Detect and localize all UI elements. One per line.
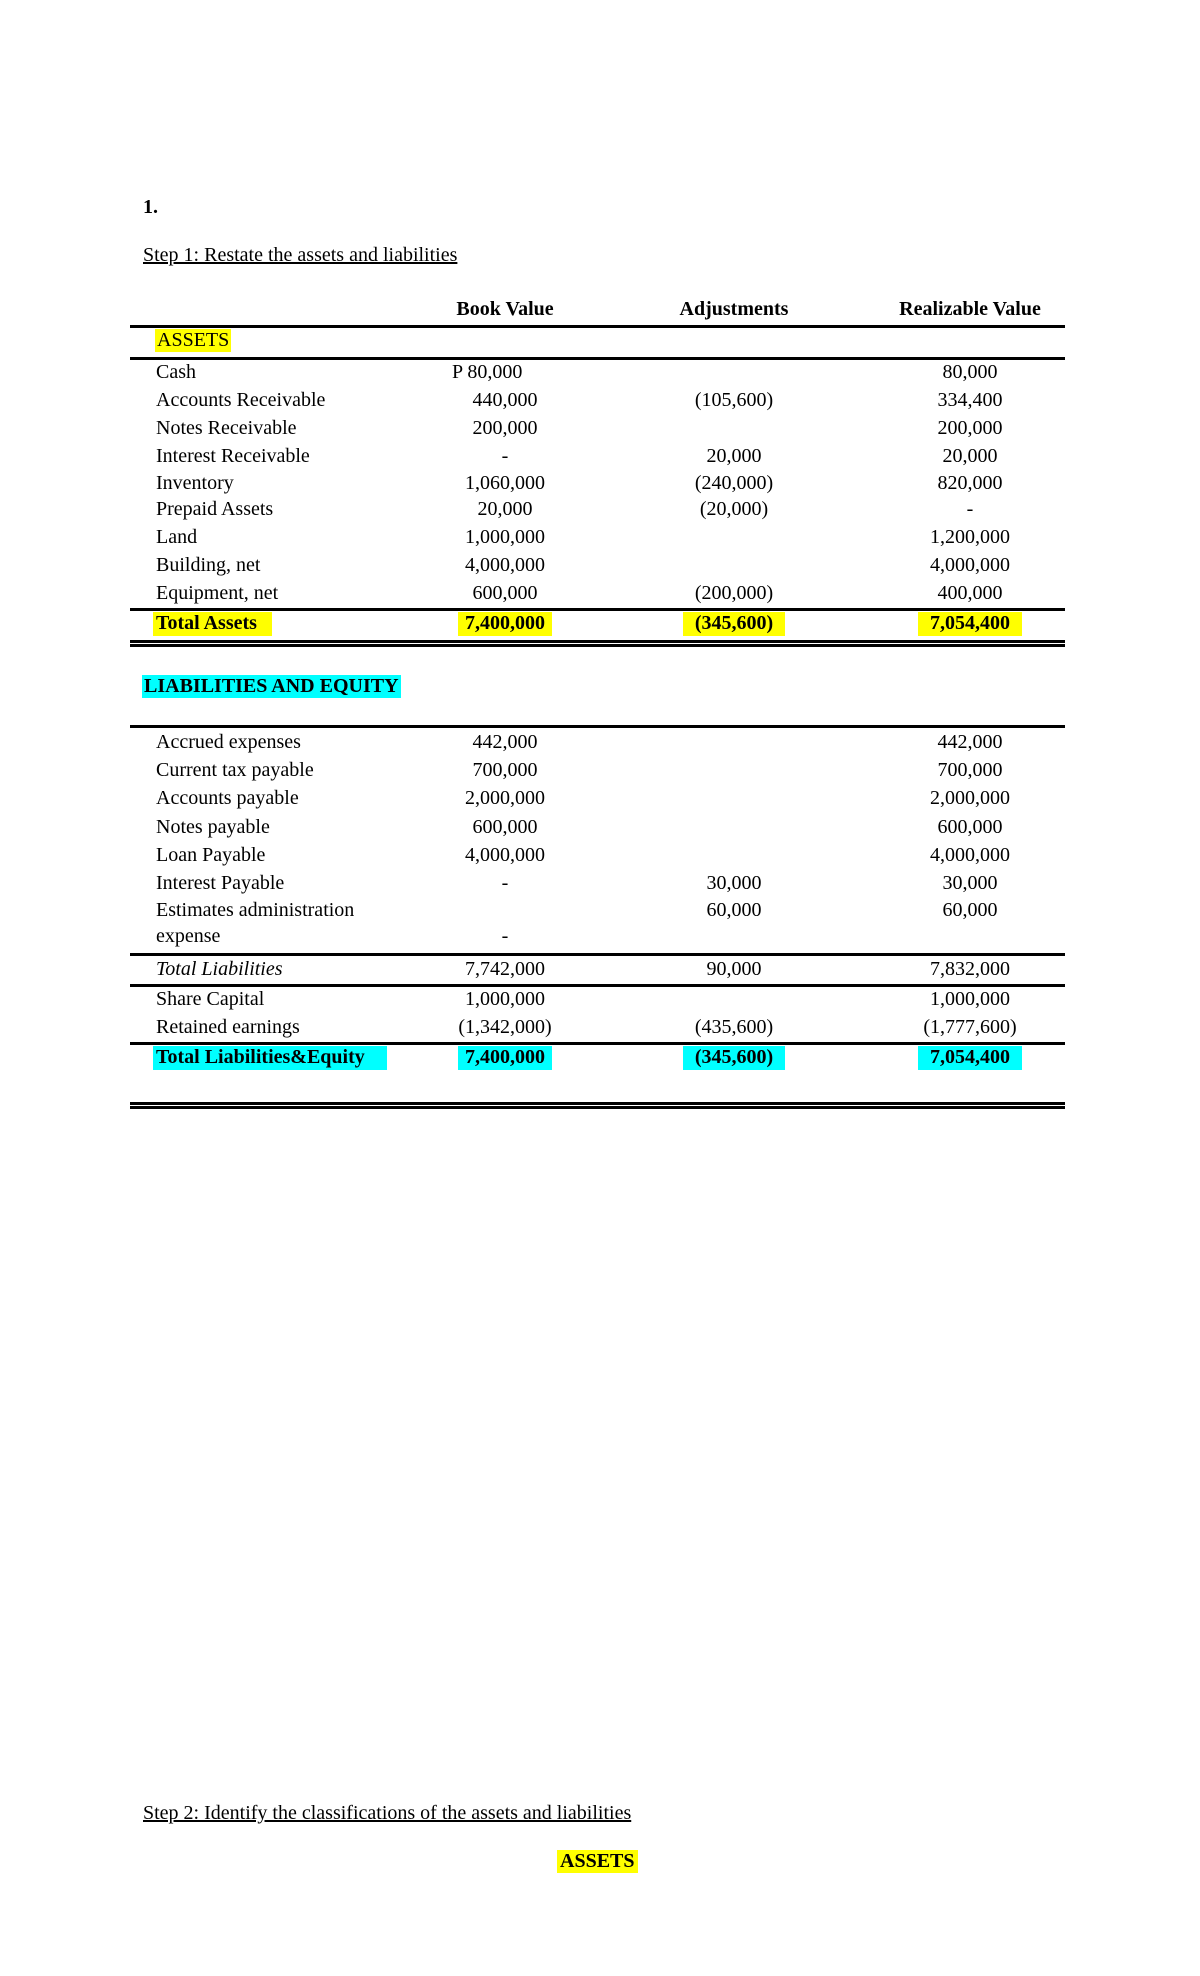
total-liab-equity-adj: (345,600) bbox=[694, 1046, 774, 1068]
book-value: - bbox=[501, 925, 509, 947]
assets-section-label: ASSETS bbox=[157, 329, 230, 351]
realizable-value: 60,000 bbox=[942, 899, 998, 921]
realizable-value: 1,200,000 bbox=[930, 526, 1010, 548]
realizable-value: 20,000 bbox=[942, 445, 998, 467]
realizable-value: 30,000 bbox=[942, 872, 998, 894]
total-liabilities-label: Total Liabilities bbox=[156, 958, 283, 980]
book-value: 1,060,000 bbox=[465, 472, 545, 494]
adjustment-value: 60,000 bbox=[706, 899, 762, 921]
total-liabilities-real: 7,832,000 bbox=[930, 958, 1010, 980]
book-value: - bbox=[501, 445, 509, 467]
row-label: Retained earnings bbox=[156, 1016, 300, 1038]
header-realizable-value: Realizable Value bbox=[899, 298, 1041, 320]
row-label: Inventory bbox=[156, 472, 234, 494]
book-value: 600,000 bbox=[472, 816, 538, 838]
realizable-value: (1,777,600) bbox=[923, 1016, 1017, 1038]
realizable-value: 80,000 bbox=[942, 361, 998, 383]
adjustment-value: 20,000 bbox=[706, 445, 762, 467]
row-label: Share Capital bbox=[156, 988, 265, 1010]
realizable-value: 2,000,000 bbox=[930, 787, 1010, 809]
realizable-value: 1,000,000 bbox=[930, 988, 1010, 1010]
realizable-value: - bbox=[966, 498, 974, 520]
assets-heading-bottom: ASSETS bbox=[557, 1850, 638, 1873]
total-liabilities-adj: 90,000 bbox=[706, 958, 762, 980]
book-value: 440,000 bbox=[472, 389, 538, 411]
row-label: Land bbox=[156, 526, 198, 548]
realizable-value: 700,000 bbox=[937, 759, 1003, 781]
row-label: Accounts payable bbox=[156, 787, 299, 809]
total-liabilities-book: 7,742,000 bbox=[465, 958, 545, 980]
book-value: 1,000,000 bbox=[465, 988, 545, 1010]
row-label: Interest Payable bbox=[156, 872, 285, 894]
book-value: P 80,000 bbox=[452, 361, 523, 383]
book-value: 200,000 bbox=[472, 417, 538, 439]
row-label: Accrued expenses bbox=[156, 731, 301, 753]
row-label: Accounts Receivable bbox=[156, 389, 326, 411]
realizable-value: 600,000 bbox=[937, 816, 1003, 838]
adjustment-value: (200,000) bbox=[694, 582, 774, 604]
book-value: - bbox=[501, 872, 509, 894]
assets-rule bbox=[130, 357, 1065, 360]
row-label: Equipment, net bbox=[156, 582, 279, 604]
row-label: Interest Receivable bbox=[156, 445, 310, 467]
realizable-value: 442,000 bbox=[937, 731, 1003, 753]
row-label-continued: expense bbox=[156, 925, 221, 947]
adjustment-value: (20,000) bbox=[699, 498, 769, 520]
total-assets-real: 7,054,400 bbox=[930, 612, 1010, 634]
equity-rule bbox=[130, 984, 1065, 987]
header-book-value: Book Value bbox=[456, 298, 554, 320]
step1-heading: Step 1: Restate the assets and liabilities bbox=[143, 244, 458, 266]
book-value: 442,000 bbox=[472, 731, 538, 753]
book-value: (1,342,000) bbox=[458, 1016, 552, 1038]
realizable-value: 200,000 bbox=[937, 417, 1003, 439]
realizable-value: 4,000,000 bbox=[930, 554, 1010, 576]
row-label: Estimates administration bbox=[156, 899, 355, 921]
adjustment-value: (105,600) bbox=[694, 389, 774, 411]
adjustment-value: (240,000) bbox=[694, 472, 774, 494]
total-liabilities-rule-top bbox=[130, 953, 1065, 956]
total-liab-equity-label: Total Liabilities&Equity bbox=[156, 1046, 365, 1068]
step2-heading: Step 2: Identify the classifications of the assets and liabilities bbox=[143, 1802, 632, 1824]
total-liab-equity-book: 7,400,000 bbox=[465, 1046, 545, 1068]
header-rule bbox=[130, 325, 1065, 328]
book-value: 20,000 bbox=[477, 498, 533, 520]
total-liab-equity-real: 7,054,400 bbox=[930, 1046, 1010, 1068]
total-assets-adj: (345,600) bbox=[694, 612, 774, 634]
row-label: Prepaid Assets bbox=[156, 498, 274, 520]
realizable-value: 4,000,000 bbox=[930, 844, 1010, 866]
row-label: Notes Receivable bbox=[156, 417, 297, 439]
total-liab-equity-double-rule bbox=[130, 1102, 1065, 1109]
total-assets-book: 7,400,000 bbox=[465, 612, 545, 634]
total-liab-equity-rule-top bbox=[130, 1042, 1065, 1045]
book-value: 600,000 bbox=[472, 582, 538, 604]
realizable-value: 820,000 bbox=[937, 472, 1003, 494]
row-label: Cash bbox=[156, 361, 196, 383]
book-value: 700,000 bbox=[472, 759, 538, 781]
liabilities-rule bbox=[130, 725, 1065, 728]
row-label: Current tax payable bbox=[156, 759, 314, 781]
adjustment-value: (435,600) bbox=[694, 1016, 774, 1038]
book-value: 2,000,000 bbox=[465, 787, 545, 809]
header-adjustments: Adjustments bbox=[679, 298, 789, 320]
book-value: 1,000,000 bbox=[465, 526, 545, 548]
section-number: 1. bbox=[143, 196, 158, 218]
row-label: Notes payable bbox=[156, 816, 270, 838]
realizable-value: 400,000 bbox=[937, 582, 1003, 604]
row-label: Building, net bbox=[156, 554, 261, 576]
book-value: 4,000,000 bbox=[465, 844, 545, 866]
book-value: 4,000,000 bbox=[465, 554, 545, 576]
total-assets-double-rule bbox=[130, 640, 1065, 647]
total-assets-label: Total Assets bbox=[156, 612, 257, 634]
total-assets-rule-top bbox=[130, 608, 1065, 611]
liabilities-equity-label: LIABILITIES AND EQUITY bbox=[144, 675, 399, 697]
realizable-value: 334,400 bbox=[937, 389, 1003, 411]
row-label: Loan Payable bbox=[156, 844, 266, 866]
adjustment-value: 30,000 bbox=[706, 872, 762, 894]
